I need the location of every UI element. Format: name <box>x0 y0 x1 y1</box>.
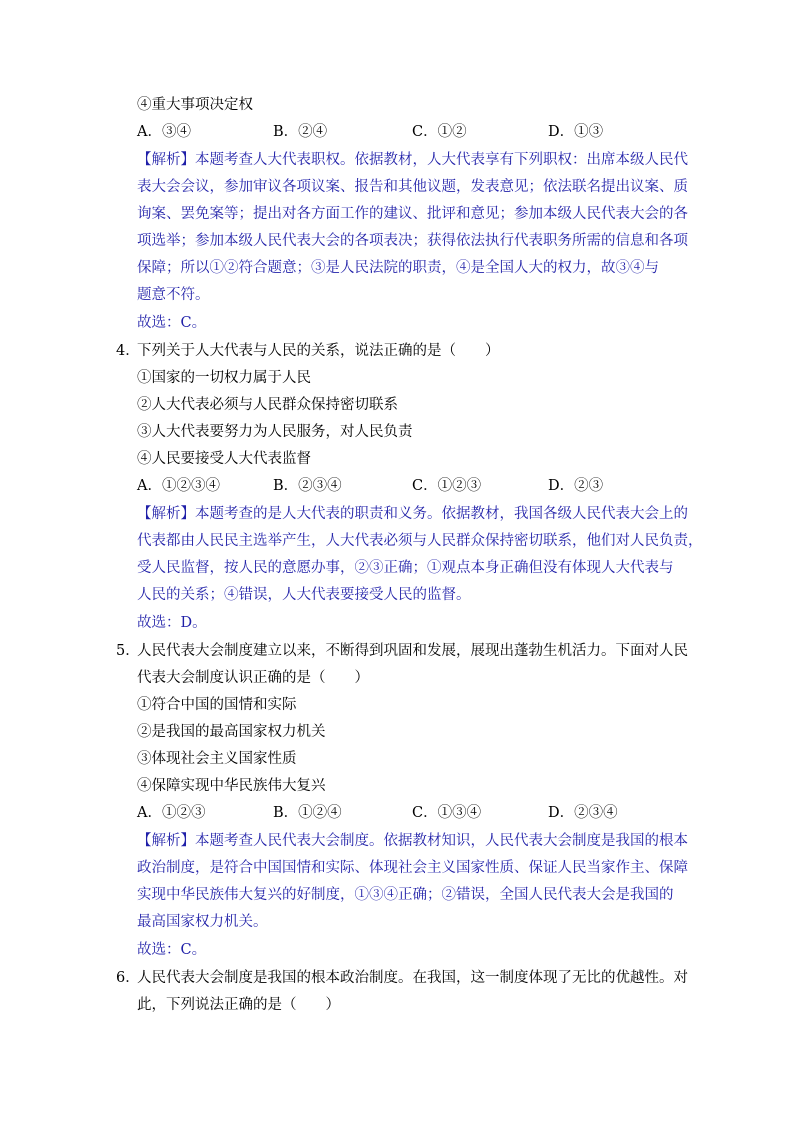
q3-option-a: A．③④ <box>137 124 191 140</box>
analysis-text: 本题考查的是人大代表的职责和义务。依据教材，我国各级人民代表大会上的 <box>195 506 688 522</box>
analysis-tag: 【解析】 <box>137 833 195 849</box>
q6-stem-line-1: 人民代表大会制度是我国的根本政治制度。在我国，这一制度体现了无比的优越性。对 <box>137 970 688 986</box>
q4-analysis-line-2: 代表都由人民民主选举产生，人大代表必须与人民群众保持密切联系，他们对人民负责， <box>137 533 703 549</box>
q5-analysis-line-4: 最高国家权力机关。 <box>137 914 268 930</box>
q3-option-d: D．①③ <box>548 124 604 140</box>
q5-option-d: D．②③④ <box>548 805 618 821</box>
q5-stem-line-1: 人民代表大会制度建立以来，不断得到巩固和发展，展现出蓬勃生机活力。下面对人民 <box>137 643 688 659</box>
q4-item-3: ③人大代表要努力为人民服务，对人民负责 <box>137 424 413 440</box>
q5-analysis-line-1 <box>137 831 688 851</box>
q3-option-c: C．①② <box>412 124 467 140</box>
q4-analysis-line-3: 受人民监督，按人民的意愿办事，②③正确；①观点本身正确但没有体现人大代表与 <box>137 560 674 576</box>
q6-stem-line-2: 此，下列说法正确的是（ ） <box>137 997 340 1013</box>
q5-item-3: ③体现社会主义国家性质 <box>137 751 297 767</box>
q5-analysis-line-3: 实现中华民族伟大复兴的好制度，①③④正确；②错误，全国人民代表大会是我国的 <box>137 887 674 903</box>
q5-analysis-line-2: 政治制度，是符合中国国情和实际、体现社会主义国家性质、保证人民当家作主、保障 <box>137 860 688 876</box>
q5-item-1: ①符合中国的国情和实际 <box>137 697 297 713</box>
q3-analysis-line-5: 保障；所以①②符合题意；③是人民法院的职责，④是全国人大的权力，故③④与 <box>137 260 659 276</box>
q3-item-4: ④重大事项决定权 <box>137 97 253 113</box>
q3-analysis-line-2: 表大会会议，参加审议各项议案、报告和其他议题，发表意见；依法联名提出议案、质 <box>137 179 688 195</box>
q3-option-b: B．②④ <box>273 124 328 140</box>
q4-number: 4． <box>116 343 140 359</box>
q5-option-c: C．①③④ <box>412 805 482 821</box>
q4-stem: 下列关于人大代表与人民的关系，说法正确的是（ ） <box>137 343 500 359</box>
q4-option-c: C．①②③ <box>412 478 482 494</box>
q4-item-2: ②人大代表必须与人民群众保持密切联系 <box>137 397 398 413</box>
q3-analysis-line-6: 题意不符。 <box>137 287 210 303</box>
q5-stem-line-2: 代表大会制度认识正确的是（ ） <box>137 670 369 686</box>
analysis-tag: 【解析】 <box>137 506 195 522</box>
q4-analysis-line-4: 人民的关系；④错误，人大代表要接受人民的监督。 <box>137 587 471 603</box>
q4-item-1: ①国家的一切权力属于人民 <box>137 370 311 386</box>
q4-answer: 故选：D。 <box>137 615 207 631</box>
q5-item-4: ④保障实现中华民族伟大复兴 <box>137 778 326 794</box>
q4-option-d: D．②③ <box>548 478 604 494</box>
q3-answer: 故选：C。 <box>137 315 207 331</box>
q5-item-2: ②是我国的最高国家权力机关 <box>137 724 326 740</box>
analysis-text: 本题考查人大代表职权。依据教材，人大代表享有下列职权：出席本级人民代 <box>195 152 688 168</box>
q6-number: 6． <box>116 970 140 986</box>
q5-number: 5． <box>116 643 140 659</box>
q4-analysis-line-1 <box>137 504 688 524</box>
q3-analysis-line-3: 询案、罢免案等；提出对各方面工作的建议、批评和意见；参加本级人民代表大会的各 <box>137 206 688 222</box>
q4-option-b: B．②③④ <box>273 478 342 494</box>
q3-analysis-line-4: 项选举；参加本级人民代表大会的各项表决；获得依法执行代表职务所需的信息和各项 <box>137 233 688 249</box>
q4-item-4: ④人民要接受人大代表监督 <box>137 451 311 467</box>
q4-option-a: A．①②③④ <box>137 478 220 494</box>
analysis-tag: 【解析】 <box>137 152 195 168</box>
analysis-text: 本题考查人民代表大会制度。依据教材知识，人民代表大会制度是我国的根本 <box>195 833 688 849</box>
q3-analysis-line-1 <box>137 150 688 170</box>
q5-answer: 故选：C。 <box>137 942 207 958</box>
q5-option-a: A．①②③ <box>137 805 206 821</box>
q5-option-b: B．①②④ <box>273 805 342 821</box>
